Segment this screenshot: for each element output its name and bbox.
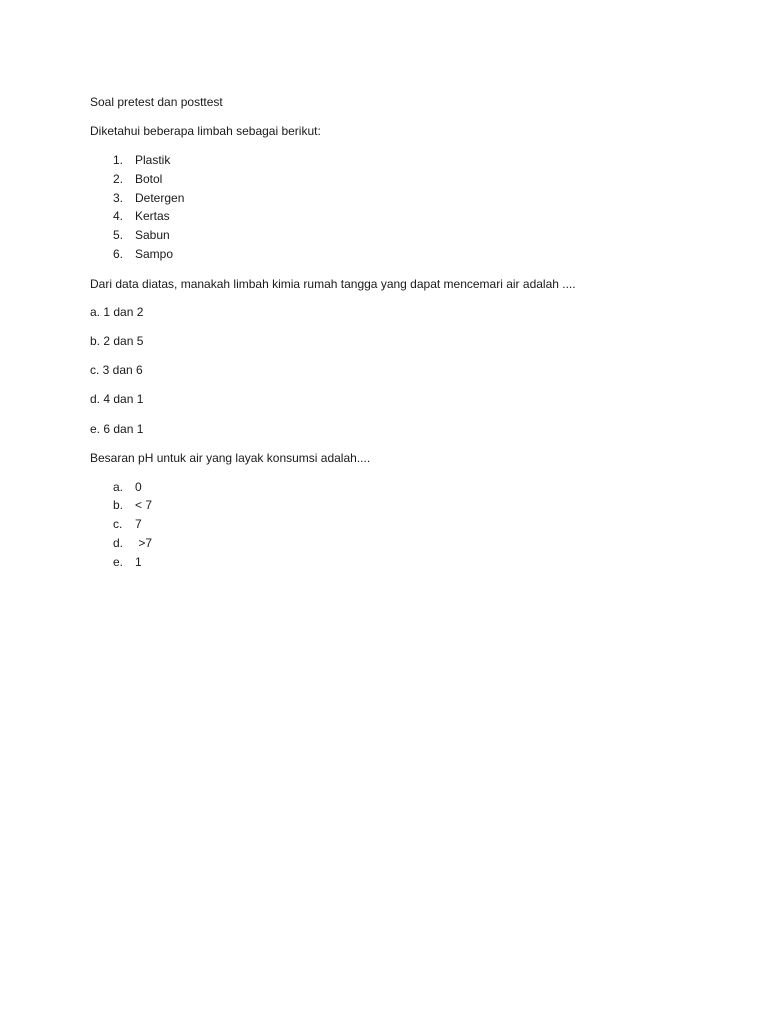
list-item (90, 496, 710, 515)
list-item-text: < 7 (135, 498, 153, 513)
list-marker: 4. (113, 209, 124, 224)
list-item (90, 553, 710, 572)
list-marker: 6. (113, 246, 124, 261)
document-page (90, 94, 710, 572)
intro-text: Diketahui beberapa limbah sebagai berikut: (90, 124, 321, 138)
list-item-text: 1 (135, 554, 142, 569)
question-1: Dari data diatas, manakah limbah kimia rumah tangga yang dapat mencemari air adalah .... (90, 276, 576, 291)
list-item-text: Botol (135, 171, 163, 186)
list-marker: 5. (113, 228, 124, 243)
list-marker: a. (113, 479, 124, 494)
list-item-text: Detergen (135, 190, 185, 205)
question-1-option-c: c. 3 dan 6 (90, 363, 143, 378)
list-item (90, 189, 710, 208)
list-item (90, 534, 710, 553)
question-1-option-b: b. 2 dan 5 (90, 333, 144, 348)
waste-list (90, 151, 710, 264)
question-1-option-e: e. 6 dan 1 (90, 421, 144, 436)
list-item (90, 151, 710, 170)
list-item-text: Sampo (135, 246, 174, 261)
list-item-text: >7 (135, 535, 153, 550)
list-item (90, 245, 710, 264)
list-item (90, 226, 710, 245)
list-marker: 1. (113, 153, 124, 167)
question-1-option-a: a. 1 dan 2 (90, 304, 144, 319)
list-item-text: Plastik (135, 153, 171, 167)
list-item-text: Sabun (135, 228, 170, 243)
list-item-text: 7 (135, 517, 142, 532)
list-marker: e. (113, 554, 124, 569)
list-marker: 3. (113, 190, 124, 205)
list-marker: d. (113, 535, 124, 550)
list-item (90, 207, 710, 226)
list-item (90, 170, 710, 189)
list-item (90, 515, 710, 534)
list-marker: c. (113, 517, 123, 532)
question-1-option-d: d. 4 dan 1 (90, 392, 144, 407)
question-2-options (90, 478, 710, 572)
list-marker: b. (113, 498, 124, 513)
question-2: Besaran pH untuk air yang layak konsumsi adalah.... (90, 450, 371, 465)
list-item-text: Kertas (135, 209, 170, 224)
document-title: Soal pretest dan posttest (90, 95, 223, 109)
list-marker: 2. (113, 171, 124, 186)
list-item (90, 478, 710, 497)
list-item-text: 0 (135, 479, 142, 494)
